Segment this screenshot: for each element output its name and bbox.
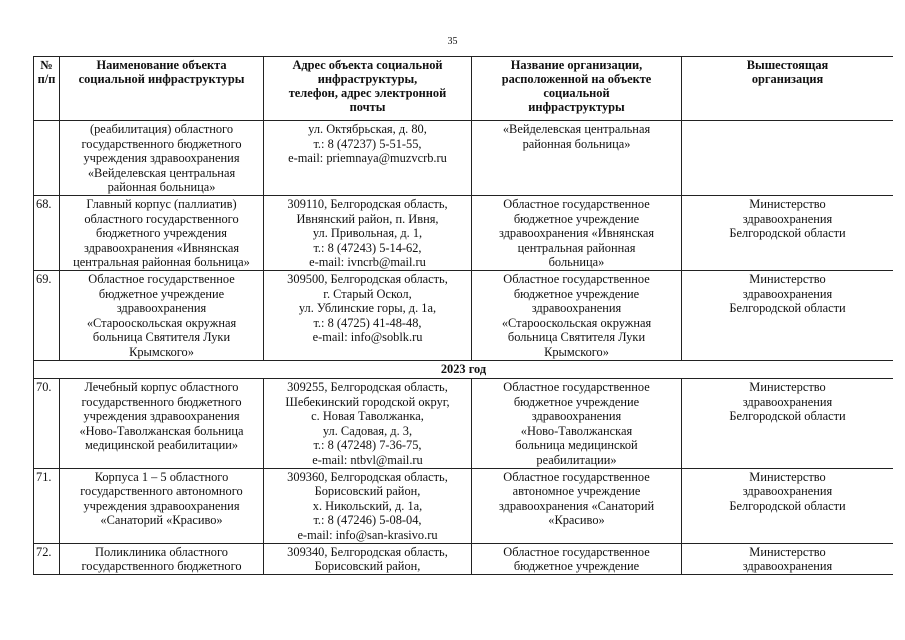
- cell-line: ул. Октябрьская, д. 80,: [308, 122, 427, 136]
- cell-line: Областное государственное: [503, 469, 650, 484]
- header-organization: [472, 57, 682, 121]
- table-row: [34, 379, 894, 469]
- cell-line: больница медицинской: [515, 438, 638, 453]
- cell-line: 309110, Белгородская область,: [287, 196, 448, 211]
- header-line: Вышестоящая: [746, 58, 829, 72]
- cell-line: бюджетного учреждения: [96, 226, 227, 241]
- cell-line: «Красиво»: [548, 513, 605, 528]
- cell-line: Областное государственное: [503, 271, 650, 286]
- table-row: [34, 468, 894, 543]
- cell-number: 69.: [34, 270, 60, 360]
- cell-line: Министерство: [749, 544, 826, 559]
- cell-line: e-mail: info@soblk.ru: [312, 330, 423, 345]
- cell-parent-org: [682, 121, 894, 196]
- cell-number: 68.: [34, 195, 60, 270]
- cell-line: больница Святителя Луки: [507, 330, 646, 345]
- cell-line: больница Святителя Луки: [92, 330, 231, 345]
- cell-line: здравоохранения: [742, 484, 833, 499]
- cell-line: здравоохранения «Санаторий: [498, 498, 655, 513]
- cell-line: (реабилитация) областного: [89, 122, 234, 136]
- cell-line: Крымского»: [129, 344, 194, 359]
- header-line: п/п: [37, 72, 56, 86]
- cell-organization: [472, 121, 682, 196]
- cell-line: т.: 8 (47246) 5-08-04,: [313, 513, 422, 528]
- cell-parent-org: [682, 379, 894, 469]
- cell-address: [264, 195, 472, 270]
- cell-address: [264, 468, 472, 543]
- cell-line: Крымского»: [544, 344, 609, 359]
- cell-number: 72.: [34, 543, 60, 574]
- cell-line: т.: 8 (4725) 41-48-48,: [313, 315, 422, 330]
- cell-parent-org: [682, 543, 894, 574]
- infrastructure-table: [33, 56, 893, 575]
- cell-parent-org: [682, 468, 894, 543]
- cell-line: Шебекинский городской округ,: [285, 394, 450, 409]
- cell-line: здравоохранения: [531, 301, 622, 316]
- cell-organization: [472, 543, 682, 574]
- cell-line: Белгородской области: [729, 498, 846, 513]
- cell-line: e-mail: info@san-krasivo.ru: [297, 528, 438, 543]
- cell-line: «Вейделевская центральная: [502, 122, 651, 136]
- cell-number: 71.: [34, 468, 60, 543]
- header-line: почты: [349, 100, 386, 114]
- cell-object-name: [60, 270, 264, 360]
- header-number: [34, 57, 60, 121]
- cell-line: т.: 8 (47248) 7-36-75,: [313, 438, 422, 453]
- cell-line: здравоохранения «Ивнянская: [83, 240, 240, 255]
- cell-organization: [472, 195, 682, 270]
- cell-line: Главный корпус (паллиатив): [86, 196, 237, 211]
- cell-line: государственного бюджетного: [81, 394, 242, 409]
- cell-line: х. Никольский, д. 1а,: [312, 498, 423, 513]
- cell-line: государственного автономного: [80, 484, 243, 499]
- cell-object-name: [60, 379, 264, 469]
- header-line: Наименование объекта: [96, 58, 227, 72]
- cell-line: «Санаторий «Красиво»: [100, 513, 223, 528]
- header-line: Название организации,: [510, 58, 643, 72]
- cell-line: Министерство: [749, 380, 826, 395]
- header-parent-org: [682, 57, 894, 121]
- table-row: [34, 543, 894, 574]
- cell-number: [34, 121, 60, 196]
- table-row: [34, 121, 894, 196]
- cell-line: Ивнянский район, п. Ивня,: [296, 211, 439, 226]
- cell-line: Борисовский район,: [314, 484, 421, 499]
- cell-line: больница»: [548, 255, 605, 270]
- cell-line: Белгородской области: [729, 409, 846, 424]
- cell-address: [264, 543, 472, 574]
- cell-line: ул. Привольная, д. 1,: [312, 226, 423, 241]
- document-table-container: [33, 56, 893, 640]
- header-line: социальной: [543, 86, 610, 100]
- cell-line: «Ново-Таволжанская: [520, 423, 633, 438]
- cell-line: здравоохранения: [116, 301, 207, 316]
- cell-line: Белгородской области: [729, 301, 846, 316]
- cell-line: «Старооскольская окружная: [501, 315, 652, 330]
- cell-line: Лечебный корпус областного: [84, 380, 239, 395]
- cell-line: Областное государственное: [88, 271, 235, 286]
- cell-line: с. Новая Таволжанка,: [311, 409, 424, 424]
- cell-line: медицинской реабилитации»: [84, 438, 239, 453]
- cell-line: Корпуса 1 – 5 областного: [94, 469, 229, 484]
- cell-line: 309500, Белгородская область,: [287, 271, 448, 286]
- cell-line: Борисовский район,: [314, 559, 421, 574]
- cell-line: реабилитации»: [536, 453, 617, 468]
- header-line: социальной инфраструктуры: [78, 72, 245, 86]
- cell-line: учреждения здравоохранения: [83, 409, 240, 424]
- cell-object-name: [60, 195, 264, 270]
- cell-line: e-mail: ivncrb@mail.ru: [309, 255, 426, 270]
- cell-address: [264, 121, 472, 196]
- table-header-row: [34, 57, 894, 121]
- cell-line: автономное учреждение: [512, 484, 641, 499]
- cell-line: здравоохранения «Ивнянская: [498, 226, 655, 241]
- cell-line: г. Старый Оскол,: [323, 286, 412, 301]
- cell-line: учреждения здравоохранения: [83, 151, 240, 166]
- cell-line: Министерство: [749, 271, 826, 286]
- header-line: расположенной на объекте: [501, 72, 652, 86]
- cell-parent-org: [682, 270, 894, 360]
- table-row: [34, 270, 894, 360]
- cell-line: бюджетное учреждение: [98, 286, 225, 301]
- cell-line: центральная районная больница»: [73, 255, 250, 270]
- cell-address: [264, 270, 472, 360]
- cell-line: Министерство: [749, 469, 826, 484]
- cell-object-name: [60, 543, 264, 574]
- cell-line: Министерство: [749, 196, 826, 211]
- cell-line: бюджетное учреждение: [513, 286, 640, 301]
- cell-line: 309255, Белгородская область,: [287, 380, 448, 395]
- cell-organization: [472, 270, 682, 360]
- header-address: [264, 57, 472, 121]
- cell-line: районная больница»: [107, 180, 216, 195]
- cell-line: 309360, Белгородская область,: [287, 469, 448, 484]
- cell-object-name: [60, 468, 264, 543]
- cell-organization: [472, 379, 682, 469]
- year-label: 2023 год: [34, 360, 894, 379]
- page-number: 35: [447, 36, 458, 47]
- cell-parent-org: [682, 195, 894, 270]
- cell-organization: [472, 468, 682, 543]
- cell-line: здравоохранения: [742, 286, 833, 301]
- cell-line: e-mail: ntbvl@mail.ru: [312, 453, 423, 468]
- cell-line: «Вейделевская центральная: [87, 165, 236, 180]
- header-line: телефон, адрес электронной: [288, 86, 447, 100]
- cell-line: бюджетное учреждение: [513, 394, 640, 409]
- cell-line: здравоохранения: [531, 409, 622, 424]
- cell-line: центральная районная: [517, 240, 636, 255]
- cell-object-name: [60, 121, 264, 196]
- cell-line: Областное государственное: [503, 380, 650, 395]
- table-row: [34, 195, 894, 270]
- cell-line: областного государственного: [84, 211, 239, 226]
- cell-line: бюджетное учреждение: [513, 559, 640, 574]
- header-object-name: [60, 57, 264, 121]
- cell-line: «Ново-Таволжанская больница: [79, 423, 244, 438]
- cell-address: [264, 379, 472, 469]
- cell-line: ул. Ублинские горы, д. 1а,: [298, 301, 437, 316]
- header-line: Адрес объекта социальной: [292, 58, 443, 72]
- cell-line: Белгородской области: [729, 226, 846, 241]
- header-line: №: [40, 58, 53, 72]
- year-section-row: [34, 360, 894, 379]
- cell-line: т.: 8 (47237) 5-51-55,: [313, 136, 422, 151]
- cell-line: «Старооскольская окружная: [86, 315, 237, 330]
- cell-number: 70.: [34, 379, 60, 469]
- cell-line: Поликлиника областного: [95, 544, 228, 559]
- cell-line: здравоохранения: [742, 394, 833, 409]
- cell-line: ул. Садовая, д. 3,: [322, 423, 413, 438]
- cell-line: учреждения здравоохранения: [83, 498, 240, 513]
- cell-line: e-mail: priemnaya@muzvcrb.ru: [288, 151, 447, 166]
- cell-line: государственного бюджетного: [81, 136, 242, 151]
- cell-line: здравоохранения: [742, 211, 833, 226]
- header-line: инфраструктуры: [528, 100, 625, 114]
- cell-line: Областное государственное: [503, 196, 650, 211]
- cell-line: 309340, Белгородская область,: [287, 544, 448, 559]
- cell-line: т.: 8 (47243) 5-14-62,: [313, 240, 422, 255]
- cell-line: районная больница»: [522, 136, 631, 151]
- cell-line: государственного бюджетного: [81, 559, 242, 574]
- cell-line: бюджетное учреждение: [513, 211, 640, 226]
- cell-line: Областное государственное: [503, 544, 650, 559]
- header-line: инфраструктуры,: [317, 72, 418, 86]
- header-line: организация: [751, 72, 824, 86]
- cell-line: здравоохранения: [742, 559, 833, 574]
